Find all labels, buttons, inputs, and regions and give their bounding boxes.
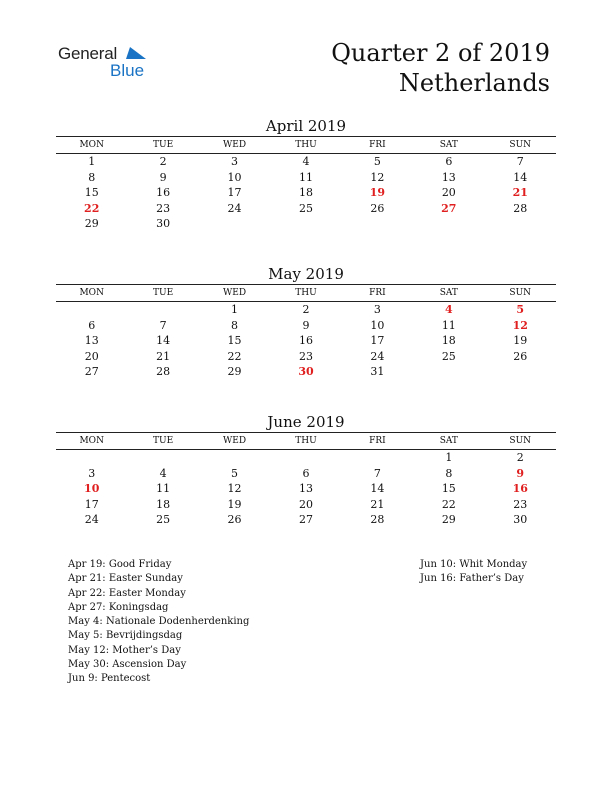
day-cell: 21 xyxy=(156,349,171,363)
month-may xyxy=(56,264,556,380)
day-cell: 14 xyxy=(370,482,385,495)
day-cell xyxy=(413,216,484,232)
week-row xyxy=(56,333,556,349)
day-cell: 13 xyxy=(441,170,456,184)
weekday-label: MON xyxy=(79,140,104,150)
day-cell: 28 xyxy=(156,365,171,378)
weekday-label: MON xyxy=(79,288,104,298)
day-cell xyxy=(270,450,341,466)
logo-triangle-icon xyxy=(126,47,146,61)
day-cell: 27 xyxy=(441,201,457,215)
logo-word-general: General xyxy=(58,44,118,63)
weekday-label: TUE xyxy=(153,436,174,446)
day-cell: 12 xyxy=(512,318,528,332)
week-row xyxy=(56,497,556,513)
day-cell: 26 xyxy=(513,349,528,363)
day-cell: 26 xyxy=(370,201,385,215)
day-cell: 17 xyxy=(84,497,99,511)
day-cell: 19 xyxy=(513,334,528,347)
day-cell: 28 xyxy=(370,513,385,526)
day-cell xyxy=(342,216,413,232)
day-cell: 12 xyxy=(370,170,385,184)
day-cell: 9 xyxy=(302,318,310,332)
day-cell: 30 xyxy=(156,217,171,230)
day-cell xyxy=(199,450,270,466)
day-cell xyxy=(485,364,556,380)
day-cell: 4 xyxy=(302,155,310,168)
day-cell: 1 xyxy=(445,451,453,464)
day-cell: 4 xyxy=(444,303,453,316)
holiday-note: Jun 9: Pentecost xyxy=(68,673,151,685)
day-cell: 18 xyxy=(298,186,313,199)
day-cell: 29 xyxy=(441,513,456,526)
weekday-label: FRI xyxy=(369,140,386,150)
weekday-label: THU xyxy=(295,436,317,446)
day-cell: 5 xyxy=(373,155,381,168)
day-cell: 30 xyxy=(298,365,314,378)
day-cell: 6 xyxy=(445,155,453,168)
week-row xyxy=(56,201,556,217)
weekday-label: SUN xyxy=(509,288,532,298)
weekday-label: WED xyxy=(223,436,247,446)
logo xyxy=(58,44,158,84)
week-row xyxy=(56,364,556,380)
day-cell: 8 xyxy=(231,318,239,332)
day-cell: 29 xyxy=(227,365,242,378)
day-cell xyxy=(56,450,127,466)
day-cell: 8 xyxy=(88,170,96,184)
holiday-note: Jun 10: Whit Monday xyxy=(420,559,528,570)
country-title: Netherlands xyxy=(398,69,550,97)
day-cell xyxy=(342,450,413,466)
day-cell: 17 xyxy=(370,334,385,347)
day-cell: 20 xyxy=(298,497,313,511)
day-cell: 20 xyxy=(84,349,99,363)
month-grid xyxy=(56,302,556,380)
day-cell: 17 xyxy=(227,186,242,199)
day-cell: 7 xyxy=(373,466,381,480)
day-cell: 2 xyxy=(302,303,310,316)
month-june xyxy=(56,412,556,528)
day-cell: 21 xyxy=(370,497,385,511)
day-cell: 23 xyxy=(298,349,313,363)
weekday-label: FRI xyxy=(369,436,386,446)
weekday-label: SAT xyxy=(439,140,458,150)
day-cell xyxy=(56,302,127,318)
month-title: April 2019 xyxy=(265,117,347,135)
day-cell: 15 xyxy=(441,482,456,495)
day-cell: 10 xyxy=(227,170,242,184)
week-row xyxy=(56,466,556,482)
holiday-note: May 30: Ascension Day xyxy=(68,659,187,671)
day-cell xyxy=(127,450,198,466)
day-cell: 1 xyxy=(88,155,96,168)
holiday-note: May 5: Bevrijdingsdag xyxy=(68,630,183,642)
day-cell: 2 xyxy=(516,451,524,464)
weekday-header xyxy=(56,433,556,450)
day-cell: 1 xyxy=(231,303,239,316)
day-cell xyxy=(127,302,198,318)
holiday-note: May 4: Nationale Dodenherdenking xyxy=(68,616,250,628)
day-cell: 14 xyxy=(156,334,171,347)
weekday-label: MON xyxy=(79,436,104,446)
day-cell: 9 xyxy=(159,170,167,184)
day-cell: 25 xyxy=(298,201,313,215)
day-cell: 15 xyxy=(227,334,242,347)
day-cell: 16 xyxy=(156,186,171,199)
week-row xyxy=(56,349,556,365)
day-cell: 11 xyxy=(298,170,313,184)
day-cell xyxy=(270,216,341,232)
day-cell: 23 xyxy=(513,497,528,511)
week-row xyxy=(56,154,556,170)
day-cell: 28 xyxy=(513,201,528,215)
day-cell: 6 xyxy=(88,318,96,332)
weekday-label: FRI xyxy=(369,288,386,298)
logo-word-blue: Blue xyxy=(110,61,145,80)
weekday-label: THU xyxy=(295,288,317,298)
week-row xyxy=(56,450,556,466)
day-cell: 30 xyxy=(513,513,528,526)
day-cell: 27 xyxy=(84,365,99,378)
day-cell: 20 xyxy=(441,186,456,199)
holiday-note: Jun 16: Father’s Day xyxy=(420,573,524,585)
weekday-label: TUE xyxy=(153,140,174,150)
holiday-note: Apr 21: Easter Sunday xyxy=(68,573,183,585)
weekday-label: THU xyxy=(295,140,317,150)
day-cell: 23 xyxy=(156,201,171,215)
day-cell: 29 xyxy=(84,217,99,230)
day-cell: 13 xyxy=(84,334,99,347)
holiday-note: Apr 19: Good Friday xyxy=(68,559,172,570)
day-cell: 18 xyxy=(441,334,456,347)
day-cell: 25 xyxy=(156,513,171,526)
day-cell xyxy=(199,216,270,232)
day-cell: 21 xyxy=(512,186,528,199)
day-cell: 22 xyxy=(441,497,456,511)
day-cell: 3 xyxy=(88,466,96,480)
day-cell: 10 xyxy=(370,318,385,332)
week-row xyxy=(56,481,556,497)
day-cell: 12 xyxy=(227,482,242,495)
holiday-note: Apr 27: Koningsdag xyxy=(68,601,169,613)
day-cell: 5 xyxy=(231,466,239,480)
holiday-note: Apr 22: Easter Monday xyxy=(68,587,186,599)
weekday-label: TUE xyxy=(153,288,174,298)
day-cell: 31 xyxy=(370,365,385,378)
day-cell: 16 xyxy=(298,334,313,347)
day-cell: 26 xyxy=(227,513,242,526)
day-cell: 24 xyxy=(370,349,385,363)
day-cell: 4 xyxy=(159,466,167,480)
week-row xyxy=(56,170,556,186)
day-cell: 11 xyxy=(156,482,171,495)
holiday-notes-right xyxy=(420,558,527,587)
page-title: Quarter 2 of 2019 xyxy=(331,39,550,67)
day-cell: 19 xyxy=(369,186,386,199)
month-grid xyxy=(56,154,556,232)
month-title: May 2019 xyxy=(268,265,344,283)
day-cell: 27 xyxy=(298,513,313,526)
weekday-label: SAT xyxy=(439,436,458,446)
holiday-notes-left xyxy=(68,558,249,687)
day-cell: 3 xyxy=(373,303,381,316)
day-cell: 3 xyxy=(231,155,239,168)
day-cell: 24 xyxy=(227,201,242,215)
day-cell: 8 xyxy=(445,466,453,480)
day-cell: 7 xyxy=(159,318,167,332)
weekday-label: SUN xyxy=(509,140,532,150)
day-cell: 11 xyxy=(441,318,456,332)
day-cell: 6 xyxy=(302,466,310,480)
week-row xyxy=(56,185,556,201)
week-row xyxy=(56,302,556,318)
day-cell: 24 xyxy=(84,513,99,526)
day-cell: 9 xyxy=(516,466,525,480)
month-grid xyxy=(56,450,556,528)
day-cell: 14 xyxy=(513,170,528,184)
month-april xyxy=(56,116,556,232)
header xyxy=(331,38,550,98)
weekday-header xyxy=(56,285,556,302)
day-cell: 18 xyxy=(156,497,171,511)
day-cell: 10 xyxy=(84,482,100,495)
holiday-note: May 12: Mother’s Day xyxy=(68,644,181,656)
day-cell xyxy=(413,364,484,380)
weekday-label: WED xyxy=(223,140,247,150)
day-cell: 25 xyxy=(441,349,456,363)
weekday-label: WED xyxy=(223,288,247,298)
weekday-label: SAT xyxy=(439,288,458,298)
day-cell: 13 xyxy=(298,482,313,495)
week-row xyxy=(56,216,556,232)
weekday-header xyxy=(56,137,556,154)
day-cell: 16 xyxy=(512,482,528,495)
day-cell: 19 xyxy=(227,497,242,511)
week-row xyxy=(56,318,556,334)
day-cell: 5 xyxy=(516,303,525,316)
day-cell: 22 xyxy=(227,349,242,363)
day-cell xyxy=(485,216,556,232)
day-cell: 7 xyxy=(516,155,524,168)
week-row xyxy=(56,512,556,528)
day-cell: 2 xyxy=(159,155,167,168)
month-title: June 2019 xyxy=(267,413,345,431)
day-cell: 15 xyxy=(84,186,99,199)
day-cell: 22 xyxy=(84,201,100,215)
weekday-label: SUN xyxy=(509,436,532,446)
